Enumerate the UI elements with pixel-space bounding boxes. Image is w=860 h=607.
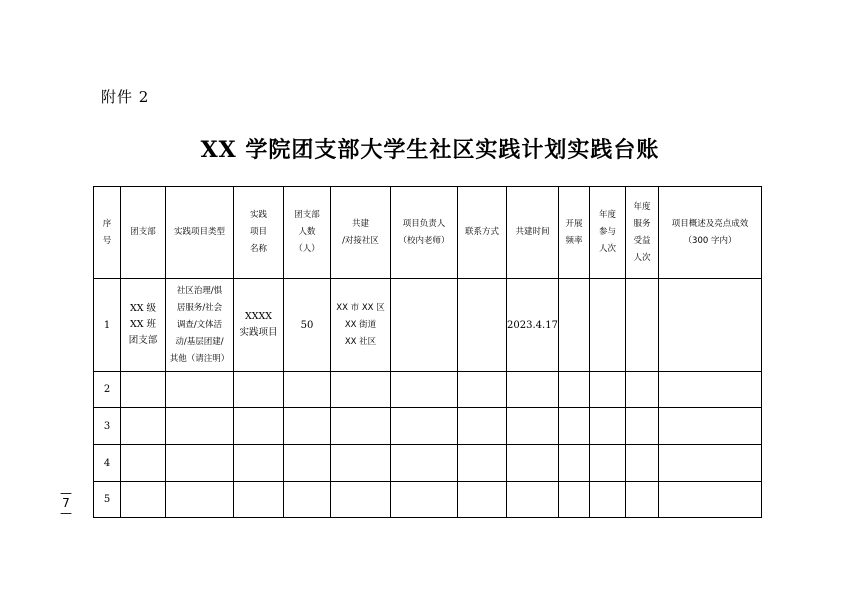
header-beneficiaries: 年度 服务 受益 人次 [626, 187, 659, 279]
table-row [94, 408, 762, 445]
document-title: XX 学院团支部大学生社区实践计划实践台账 [200, 137, 660, 163]
table-row [94, 445, 762, 482]
row-name: XXXX 实践项目 [234, 279, 284, 372]
row-beneficiaries [626, 445, 659, 482]
header-frequency: 开展 频率 [559, 187, 590, 279]
row-contact [458, 279, 507, 372]
row-contact [458, 445, 507, 482]
row-beneficiaries [626, 482, 659, 518]
row-beneficiaries [626, 279, 659, 372]
row-name [234, 372, 284, 408]
header-date: 共建时间 [507, 187, 559, 279]
header-row [94, 187, 762, 279]
ledger-table [93, 186, 762, 518]
header-community: 共建 /对接社区 [331, 187, 391, 279]
row-participants [590, 279, 626, 372]
row-index: 2 [94, 372, 121, 408]
header-summary: 项目概述及亮点成效 （300 字内） [659, 187, 762, 279]
row-leader [391, 279, 458, 372]
row-type: 社区治理/惧 居服务/社会 调查/文体活 动/基层团建/ 其他（请注明） [166, 279, 234, 372]
row-participants [590, 445, 626, 482]
header-participants: 年度 参与 人次 [590, 187, 626, 279]
row-branch [121, 445, 166, 482]
row-community [331, 372, 391, 408]
row-branch [121, 482, 166, 518]
header-contact: 联系方式 [458, 187, 507, 279]
row-frequency [559, 482, 590, 518]
table-row [94, 482, 762, 518]
row-name [234, 445, 284, 482]
row-type [166, 482, 234, 518]
attachment-label: 附件 2 [101, 88, 150, 106]
row-community [331, 482, 391, 518]
page-number: — 7 — [60, 486, 72, 520]
table-row [94, 279, 762, 372]
header-headcount: 团支部 人数 （人） [284, 187, 331, 279]
header-branch: 团支部 [121, 187, 166, 279]
header-index: 序 号 [94, 187, 121, 279]
row-name [234, 482, 284, 518]
row-contact [458, 408, 507, 445]
header-leader: 项目负责人 （校内老师） [391, 187, 458, 279]
row-summary [659, 445, 762, 482]
row-index: 1 [94, 279, 121, 372]
row-participants [590, 372, 626, 408]
row-branch [121, 372, 166, 408]
table-row [94, 372, 762, 408]
row-headcount [284, 408, 331, 445]
row-index: 5 [94, 482, 121, 518]
row-headcount [284, 372, 331, 408]
row-beneficiaries [626, 372, 659, 408]
row-leader [391, 445, 458, 482]
row-name [234, 408, 284, 445]
row-type [166, 445, 234, 482]
row-index: 3 [94, 408, 121, 445]
row-date [507, 408, 559, 445]
row-frequency [559, 445, 590, 482]
row-type [166, 372, 234, 408]
row-type [166, 408, 234, 445]
row-contact [458, 482, 507, 518]
row-headcount: 50 [284, 279, 331, 372]
row-headcount [284, 445, 331, 482]
header-type: 实践项目类型 [166, 187, 234, 279]
row-headcount [284, 482, 331, 518]
row-leader [391, 482, 458, 518]
row-summary [659, 482, 762, 518]
row-summary [659, 408, 762, 445]
row-frequency [559, 279, 590, 372]
row-date: 2023.4.17 [507, 279, 559, 372]
row-date [507, 445, 559, 482]
row-community: XX 市 XX 区 XX 街道 XX 社区 [331, 279, 391, 372]
row-date [507, 482, 559, 518]
row-community [331, 408, 391, 445]
row-leader [391, 408, 458, 445]
row-leader [391, 372, 458, 408]
row-participants [590, 482, 626, 518]
row-branch [121, 408, 166, 445]
row-branch: XX 级 XX 班 团支部 [121, 279, 166, 372]
row-summary [659, 279, 762, 372]
row-date [507, 372, 559, 408]
row-participants [590, 408, 626, 445]
row-beneficiaries [626, 408, 659, 445]
row-frequency [559, 372, 590, 408]
row-community [331, 445, 391, 482]
row-index: 4 [94, 445, 121, 482]
row-contact [458, 372, 507, 408]
row-summary [659, 372, 762, 408]
row-frequency [559, 408, 590, 445]
header-name: 实践 项目 名称 [234, 187, 284, 279]
